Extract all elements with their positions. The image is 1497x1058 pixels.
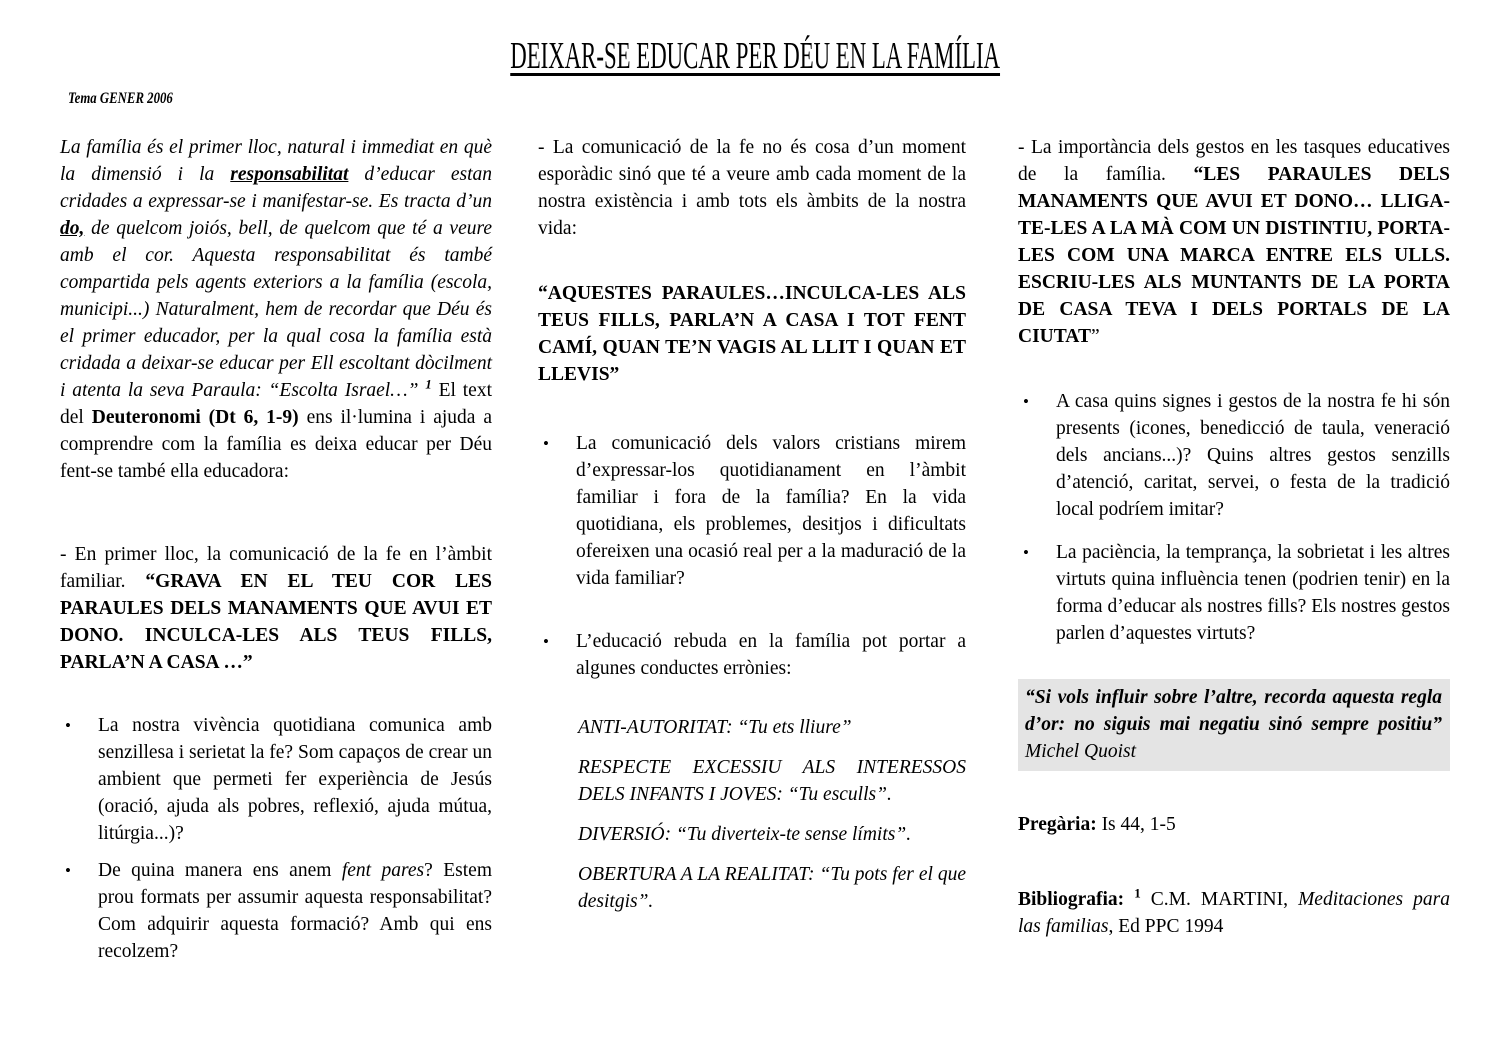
bullet-icon: • [1023, 392, 1029, 411]
bullet-icon: • [1023, 543, 1029, 562]
emphasis-do: do, [60, 218, 85, 239]
text-run: ens il·lumina i ajuda a comprendre com la família es deixa educar per Déu fent-se també ella educadora: [60, 407, 492, 482]
theme-label: Tema GENER 2006 [68, 90, 173, 107]
column-2 [538, 134, 966, 965]
page-title: DEIXAR-SE EDUCAR PER DÉU EN LA FAMÍLIA [510, 35, 1000, 77]
text-run: - La importància dels gestos en les tasques educatives de la família. [1018, 137, 1450, 185]
columns-container [60, 134, 1450, 965]
text-run: De quina manera ens anem [98, 860, 342, 881]
list-item [1018, 539, 1450, 647]
conduct-anti-autoritat: ANTI-AUTORITAT: “Tu ets lliure” [578, 717, 852, 738]
scripture-quote-block: “AQUESTES PARAULES…INCULCA-LES ALS TEUS FILLS, PARLA’N A CASA I TOT FENT CAMÍ, QUAN TE’N VAGIS AL LLIT I QUAN ET LLEVIS” [538, 283, 966, 385]
text-run: C.M. MARTINI, [1140, 889, 1299, 910]
pregaria-value: Is 44, 1-5 [1096, 814, 1176, 835]
gestures-paragraph [1018, 134, 1450, 350]
bibliography-label: Bibliografia: [1018, 889, 1135, 910]
bullet-icon: • [543, 434, 549, 453]
text-run: , Ed PPC 1994 [1108, 916, 1224, 937]
text-run: de quelcom joiós, bell, de quelcom que té a veure amb el cor. Aquesta responsabilitat és també compartida pels agents exteriors a la família (escola, municipi...) Naturalment, hem de recordar que Déu és el primer educador, per la qual cosa la família està cridada a deixar-se educar per Ell escoltant dòcilment i atenta la seva Paraula: “Escolta Israel…” [60, 218, 492, 401]
emphasis-responsabilitat: responsabilitat [230, 164, 349, 185]
bullet-icon: • [65, 716, 71, 735]
list-item [538, 628, 966, 682]
bullet-icon: • [543, 632, 549, 651]
book-title: Meditaciones para las familias [1018, 889, 1450, 937]
quote-text: “Si vols influir sobre l’altre, recorda aquesta regla d’or: no siguis mai negatiu sinó sempre positiu” [1025, 687, 1442, 735]
list-item [1018, 388, 1450, 523]
highlighted-quote-box [1018, 679, 1450, 771]
title-row [60, 34, 1450, 88]
footnote-marker: 1 [1134, 885, 1141, 901]
footnote-marker: 1 [425, 376, 432, 392]
text-run: - En primer lloc, la comunicació de la fe en l’àmbit familiar. [60, 544, 492, 592]
text-run: El text del [60, 380, 492, 428]
column-1 [60, 134, 492, 965]
communication-paragraph: - La comunicació de la fe no és cosa d’un moment esporàdic sinó que té a veure amb cada moment de la nostra existència i amb tots els àmbits de la nostra vida: [538, 137, 966, 239]
pregaria-line [1018, 811, 1450, 838]
quote-author: Michel Quoist [1025, 741, 1137, 762]
text-run: d’educar estan cridades a expressar-se i manifestar-se. Es tracta d’un [60, 164, 492, 212]
bullet-text: A casa quins signes i gestos de la nostra fe hi són presents (icones, benedicció de taula, veneració dels ancians...)? Quins altres gestos senzills d’atenció, caritat, servei, o festa de la tradició local podríem imitar? [1056, 391, 1450, 520]
bullet-text: La comunicació dels valors cristians mirem d’expressar-los quotidianament en l’àmbit familiar i fora de la família? En la vida quotidiana, els problemes, desitjos i dificultats ofereixen una ocasió real per a la maduració de la vida familiar? [576, 433, 966, 589]
bullet-text [98, 857, 492, 965]
conduct-obertura: OBERTURA A LA REALITAT: “Tu pots fer el que desitgis”. [578, 864, 966, 912]
conduct-diversio: DIVERSIÓ: “Tu diverteix-te sense límits”. [578, 824, 912, 845]
text-run: ? Estem prou formats per assumir aquesta responsabilitat? Com adquirir aquesta formació? Amb qui ens recolzem? [98, 860, 492, 962]
bullet-text: L’educació rebuda en la família pot portar a algunes conductes errònies: [576, 631, 966, 679]
first-point-paragraph [60, 541, 492, 676]
bullet-icon: • [65, 861, 71, 880]
scripture-quote: “LES PARAULES DELS MANAMENTS QUE AVUI ET DONO… LLIGA-TE-LES A LA MÀ COM UN DISTINTIU, PORTA-LES COM UNA MARCA ENTRE ELS ULLS. ESCRIU-LES ALS MUNTANTS DE LA PORTA DE CASA TEVA I DELS PORTALS DE LA CIUTAT [1018, 164, 1451, 347]
bullet-text: La nostra vivència quotidiana comunica amb senzillesa i serietat la fe? Som capaços de crear un ambient que permeti fer experiència de Jesús (oració, ajuda als pobres, reflexió, ajuda mútua, litúrgia...)? [98, 715, 492, 844]
conduct-respecte-excessiu: RESPECTE EXCESSIU ALS INTERESSOS DELS INFANTS I JOVES: “Tu esculls”. [578, 757, 966, 805]
scripture-quote: “GRAVA EN EL TEU COR LES PARAULES DELS MANAMENTS QUE AVUI ET DONO. INCULCA-LES ALS TEUS FILLS, PARLA’N A CASA …” [60, 571, 492, 673]
list-item [538, 430, 966, 592]
list-item [60, 712, 492, 847]
bullet-text: La paciència, la temprança, la sobrietat i les altres virtuts quina influència tenen (podrien tenir) en la forma d’educar als nostres fills? Els nostres gestos parlen d’aquestes virtuts? [1056, 542, 1450, 644]
intro-paragraph [60, 134, 492, 485]
list-item [60, 857, 492, 965]
theme-label-row [60, 88, 1450, 108]
emphasis-fent-pares: fent pares [341, 860, 425, 881]
text-run: ” [1090, 326, 1100, 347]
column-3 [1018, 134, 1450, 965]
pregaria-label: Pregària: [1018, 814, 1097, 835]
text-run: La família és el primer lloc, natural i immediat en què la dimensió i la [60, 137, 492, 185]
bibliography-line [1018, 886, 1450, 940]
scripture-reference: Deuteronomi (Dt 6, 1-9) [91, 407, 299, 428]
